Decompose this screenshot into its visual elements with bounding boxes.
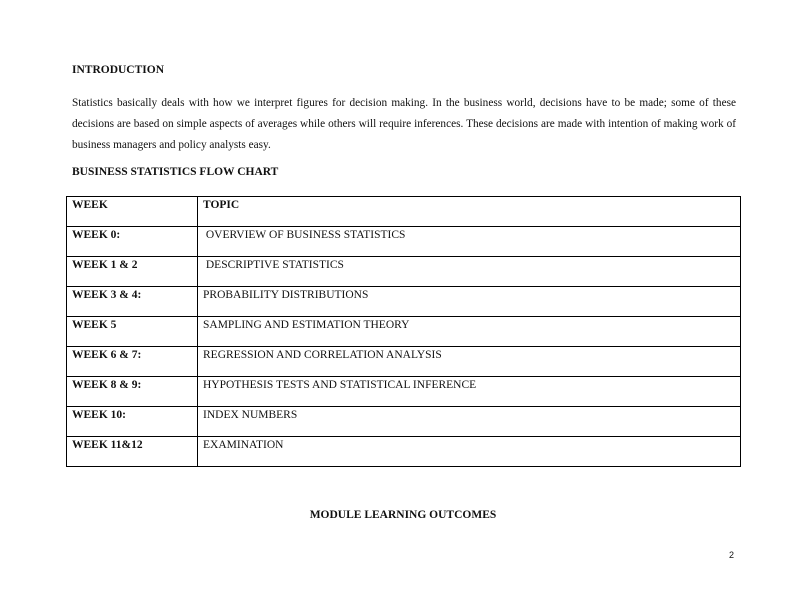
table-row	[67, 377, 741, 407]
topic-cell: SAMPLING AND ESTIMATION THEORY	[198, 317, 741, 347]
week-cell: WEEK 10:	[67, 407, 198, 437]
week-cell: WEEK 6 & 7:	[67, 347, 198, 377]
week-cell: WEEK 1 & 2	[67, 257, 198, 287]
page-number: 2	[729, 550, 735, 560]
flow-chart-heading: BUSINESS STATISTICS FLOW CHART	[72, 166, 279, 178]
topic-cell: PROBABILITY DISTRIBUTIONS	[198, 287, 741, 317]
week-cell: WEEK 0:	[67, 227, 198, 257]
table-row	[67, 347, 741, 377]
table-row	[67, 257, 741, 287]
table-header-row	[67, 197, 741, 227]
flow-chart-table	[66, 196, 741, 467]
table-row	[67, 287, 741, 317]
introduction-paragraph: Statistics basically deals with how we interpret figures for decision making. In the business world, decisions have to be made; some of these decisions are based on simple aspects of averages while others will require inferences. These decisions are made with intention of making work of business managers and policy analysts easy.	[72, 97, 736, 151]
week-cell: WEEK 11&12	[67, 437, 198, 467]
topic-cell: DESCRIPTIVE STATISTICS	[198, 257, 741, 287]
week-cell: WEEK 3 & 4:	[67, 287, 198, 317]
topic-cell: OVERVIEW OF BUSINESS STATISTICS	[198, 227, 741, 257]
table-row	[67, 227, 741, 257]
week-cell: WEEK 5	[67, 317, 198, 347]
topic-cell: EXAMINATION	[198, 437, 741, 467]
topic-cell: HYPOTHESIS TESTS AND STATISTICAL INFERENCE	[198, 377, 741, 407]
column-header-week: WEEK	[67, 197, 198, 227]
topic-cell: INDEX NUMBERS	[198, 407, 741, 437]
module-learning-outcomes-heading: MODULE LEARNING OUTCOMES	[309, 509, 497, 521]
table-row	[67, 437, 741, 467]
week-cell: WEEK 8 & 9:	[67, 377, 198, 407]
topic-cell: REGRESSION AND CORRELATION ANALYSIS	[198, 347, 741, 377]
introduction-heading: INTRODUCTION	[72, 64, 165, 76]
column-header-topic: TOPIC	[198, 197, 741, 227]
table-row	[67, 407, 741, 437]
table-row	[67, 317, 741, 347]
